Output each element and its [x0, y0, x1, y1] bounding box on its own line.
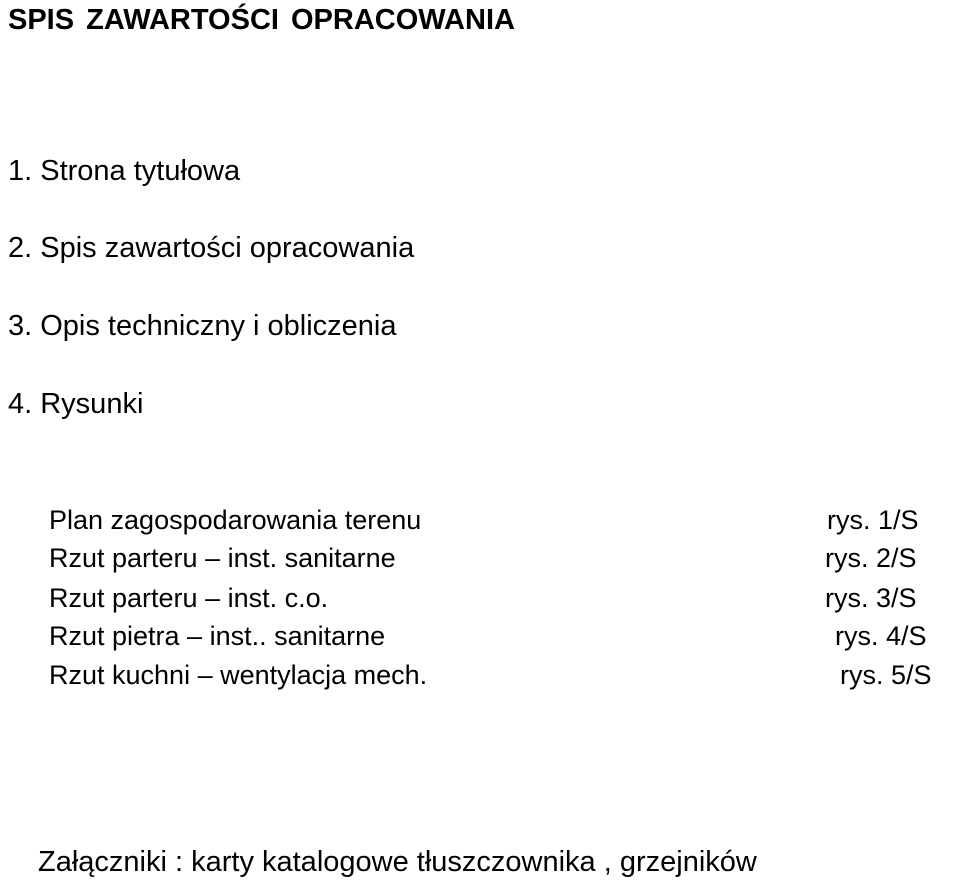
drawing-row — [49, 505, 954, 537]
toc-item-technical-description: 3. Opis techniczny i obliczenia — [8, 310, 397, 342]
toc-item-drawings: 4. Rysunki — [8, 388, 144, 420]
drawing-row — [49, 621, 954, 653]
toc-item-title-page: 1. Strona tytułowa — [8, 155, 241, 187]
drawing-row — [49, 583, 954, 615]
toc-item-contents: 2. Spis zawartości opracowania — [8, 232, 415, 264]
drawing-name: Rzut pietra – inst.. sanitarne — [49, 621, 386, 651]
drawing-name: Rzut parteru – inst. sanitarne — [49, 543, 396, 573]
drawing-name: Plan zagospodarowania terenu — [49, 505, 422, 535]
drawing-ref: rys. 1/S — [827, 505, 919, 535]
drawing-ref: rys. 2/S — [825, 543, 917, 573]
drawing-row — [49, 660, 954, 692]
drawing-ref: rys. 5/S — [840, 660, 932, 690]
drawing-row — [49, 543, 954, 575]
document-title: SPIS ZAWARTOŚCI OPRACOWANIA — [8, 4, 515, 36]
drawing-name: Rzut parteru – inst. c.o. — [49, 583, 329, 613]
drawing-ref: rys. 3/S — [825, 583, 917, 613]
attachments-note: Załączniki : karty katalogowe tłuszczownika , grzejników — [38, 846, 757, 878]
drawing-name: Rzut kuchni – wentylacja mech. — [49, 660, 428, 690]
drawing-ref: rys. 4/S — [835, 621, 927, 651]
